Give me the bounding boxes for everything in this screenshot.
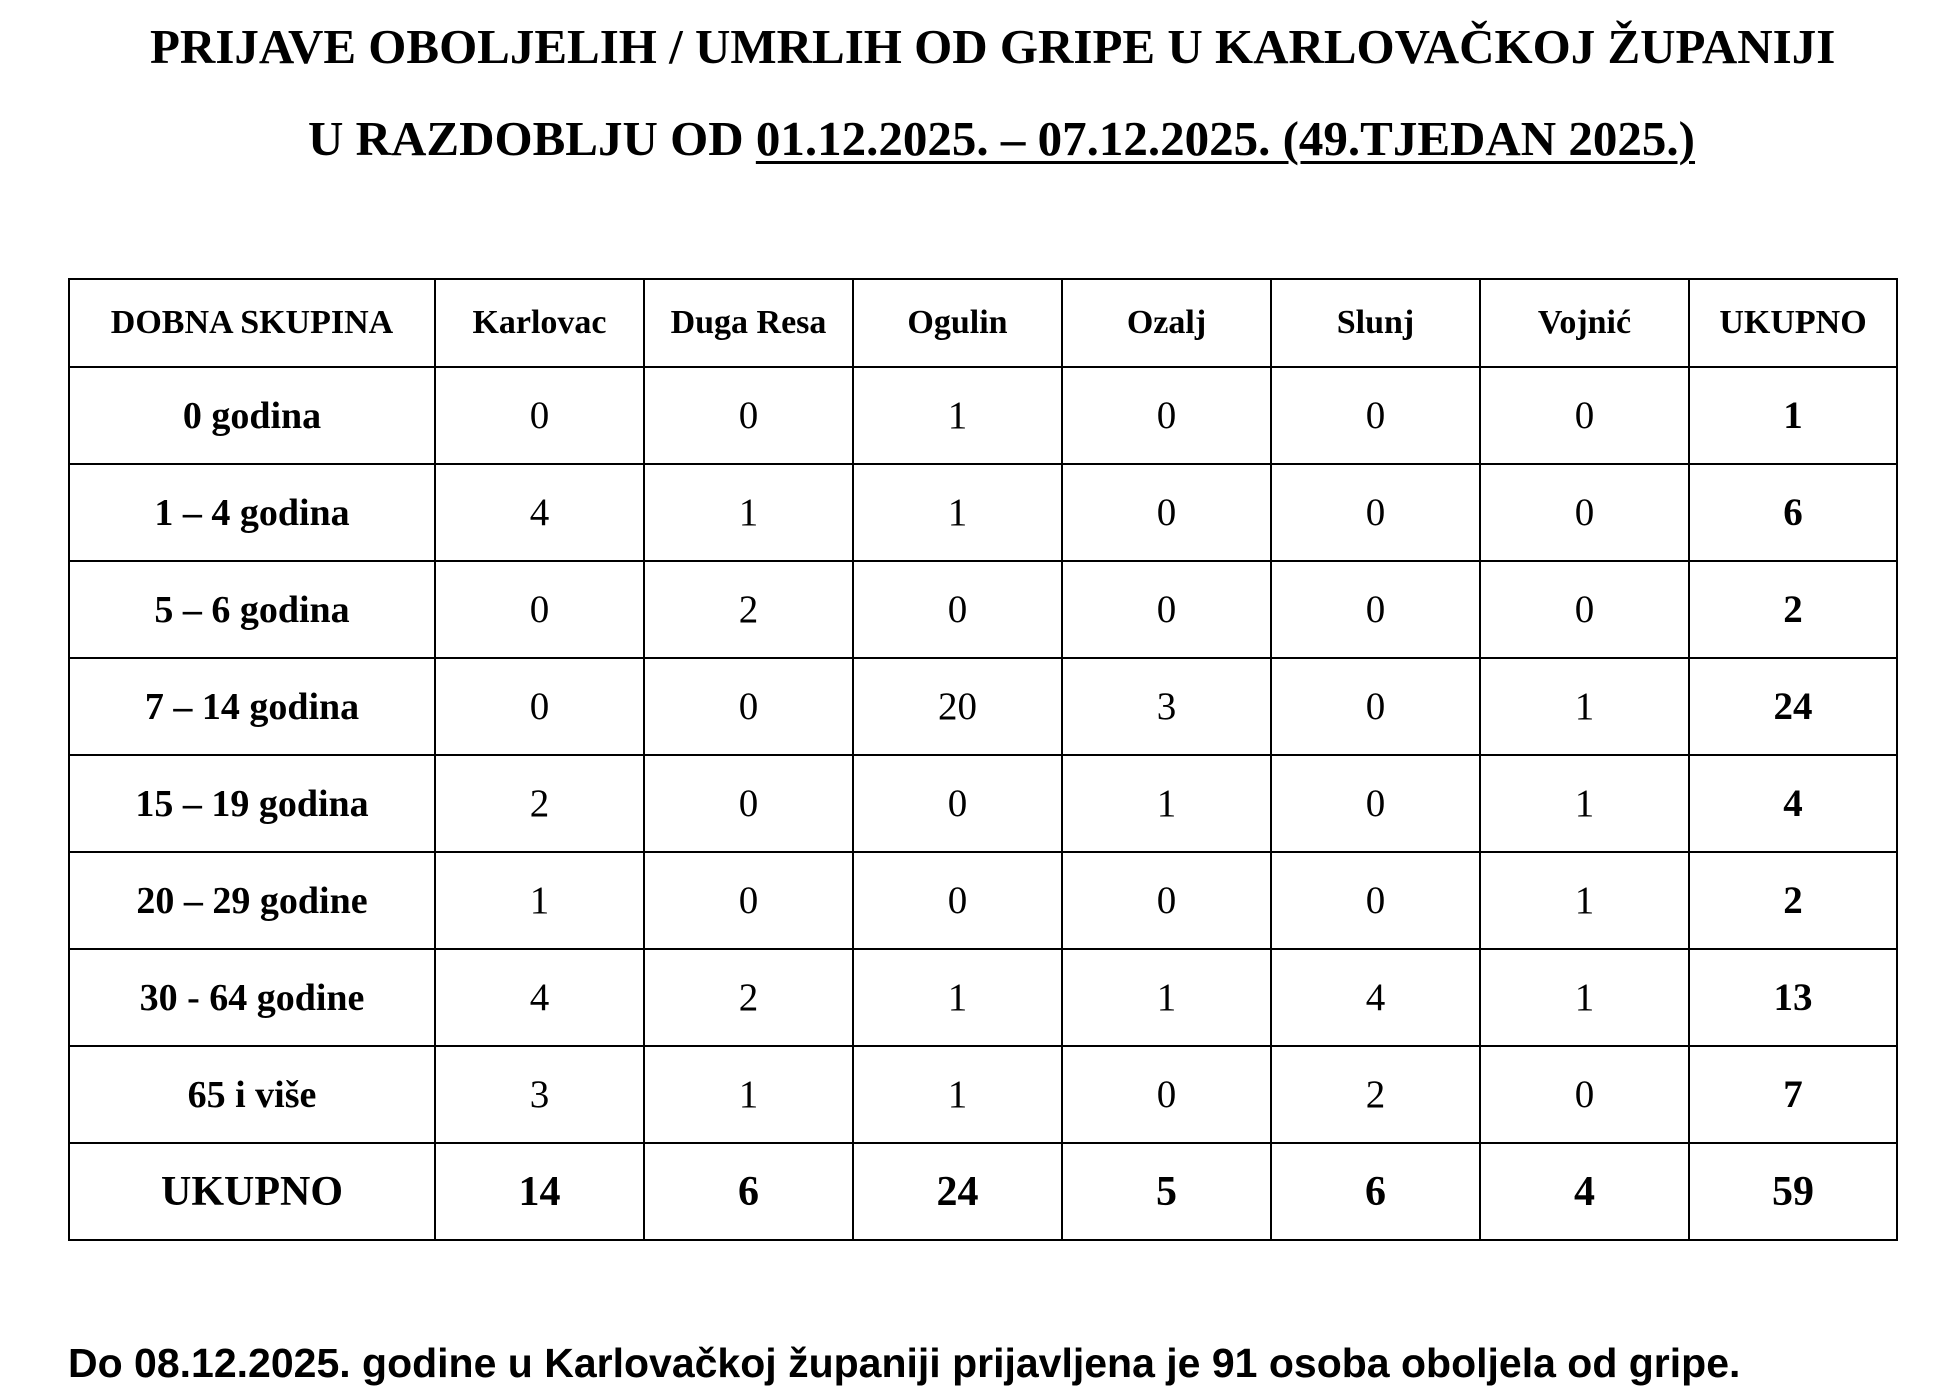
footer-note: Do 08.12.2025. godine u Karlovačkoj županiji prijavljena je 91 osoba oboljela od gripe. <box>68 1340 1741 1386</box>
column-total-cell: 6 <box>1271 1143 1480 1240</box>
header-karlovac: Karlovac <box>435 279 644 367</box>
value-cell: 0 <box>1271 561 1480 658</box>
header-vojnic: Vojnić <box>1480 279 1689 367</box>
value-cell: 0 <box>1271 658 1480 755</box>
value-cell: 1 <box>644 1046 853 1143</box>
header-duga-resa: Duga Resa <box>644 279 853 367</box>
value-cell: 0 <box>853 561 1062 658</box>
column-total-cell: 4 <box>1480 1143 1689 1240</box>
header-slunj: Slunj <box>1271 279 1480 367</box>
value-cell: 0 <box>1062 561 1271 658</box>
value-cell: 0 <box>644 658 853 755</box>
age-group-cell: 0 godina <box>69 367 435 464</box>
table-row <box>69 1046 1897 1143</box>
table-row <box>69 755 1897 852</box>
value-cell: 4 <box>435 464 644 561</box>
column-total-cell: 24 <box>853 1143 1062 1240</box>
value-cell: 0 <box>644 367 853 464</box>
row-total-cell: 7 <box>1689 1046 1897 1143</box>
row-total-cell: 13 <box>1689 949 1897 1046</box>
age-group-cell: 15 – 19 godina <box>69 755 435 852</box>
age-group-cell: 1 – 4 godina <box>69 464 435 561</box>
grand-total-cell: 59 <box>1689 1143 1897 1240</box>
column-total-cell: 5 <box>1062 1143 1271 1240</box>
period-range: 01.12.2025. – 07.12.2025. (49.TJEDAN 2025.) <box>755 111 1696 166</box>
header-total: UKUPNO <box>1689 279 1897 367</box>
value-cell: 0 <box>1271 464 1480 561</box>
value-cell: 0 <box>435 367 644 464</box>
column-total-cell: 6 <box>644 1143 853 1240</box>
value-cell: 0 <box>1271 852 1480 949</box>
period-prefix: U RAZDOBLJU OD <box>308 111 756 166</box>
table-row <box>69 852 1897 949</box>
header-age-group: DOBNA SKUPINA <box>69 279 435 367</box>
value-cell: 4 <box>1271 949 1480 1046</box>
column-total-cell: 14 <box>435 1143 644 1240</box>
grand-total-row <box>69 1143 1897 1240</box>
value-cell: 0 <box>1480 464 1689 561</box>
value-cell: 2 <box>644 949 853 1046</box>
value-cell: 0 <box>1271 755 1480 852</box>
value-cell: 0 <box>1062 852 1271 949</box>
value-cell: 1 <box>853 949 1062 1046</box>
header-ogulin: Ogulin <box>853 279 1062 367</box>
value-cell: 20 <box>853 658 1062 755</box>
value-cell: 4 <box>435 949 644 1046</box>
value-cell: 0 <box>1480 367 1689 464</box>
page-title: PRIJAVE OBOLJELIH / UMRLIH OD GRIPE U KARLOVAČKOJ ŽUPANIJI <box>150 19 1836 74</box>
value-cell: 2 <box>644 561 853 658</box>
influenza-cases-table <box>68 278 1898 1241</box>
value-cell: 3 <box>1062 658 1271 755</box>
header-ozalj: Ozalj <box>1062 279 1271 367</box>
table-row <box>69 367 1897 464</box>
value-cell: 1 <box>1480 852 1689 949</box>
row-total-cell: 6 <box>1689 464 1897 561</box>
value-cell: 2 <box>1271 1046 1480 1143</box>
value-cell: 1 <box>853 367 1062 464</box>
value-cell: 0 <box>853 852 1062 949</box>
value-cell: 0 <box>435 561 644 658</box>
age-group-cell: 7 – 14 godina <box>69 658 435 755</box>
table-header-row <box>69 279 1897 367</box>
value-cell: 0 <box>1062 464 1271 561</box>
age-group-cell: 30 - 64 godine <box>69 949 435 1046</box>
value-cell: 0 <box>1480 561 1689 658</box>
value-cell: 0 <box>1480 1046 1689 1143</box>
value-cell: 2 <box>435 755 644 852</box>
value-cell: 0 <box>1062 1046 1271 1143</box>
value-cell: 1 <box>1480 949 1689 1046</box>
value-cell: 0 <box>1271 367 1480 464</box>
value-cell: 1 <box>1480 658 1689 755</box>
row-total-cell: 1 <box>1689 367 1897 464</box>
table-row <box>69 949 1897 1046</box>
value-cell: 1 <box>1062 755 1271 852</box>
value-cell: 1 <box>1480 755 1689 852</box>
value-cell: 3 <box>435 1046 644 1143</box>
value-cell: 1 <box>853 464 1062 561</box>
value-cell: 1 <box>435 852 644 949</box>
table-row <box>69 561 1897 658</box>
row-total-cell: 2 <box>1689 852 1897 949</box>
row-total-cell: 2 <box>1689 561 1897 658</box>
value-cell: 0 <box>1062 367 1271 464</box>
value-cell: 0 <box>435 658 644 755</box>
age-group-cell: 5 – 6 godina <box>69 561 435 658</box>
value-cell: 1 <box>644 464 853 561</box>
row-total-cell: 24 <box>1689 658 1897 755</box>
total-row-label: UKUPNO <box>69 1143 435 1240</box>
table-row <box>69 464 1897 561</box>
value-cell: 0 <box>853 755 1062 852</box>
value-cell: 1 <box>853 1046 1062 1143</box>
value-cell: 0 <box>644 755 853 852</box>
value-cell: 0 <box>644 852 853 949</box>
age-group-cell: 20 – 29 godine <box>69 852 435 949</box>
age-group-cell: 65 i više <box>69 1046 435 1143</box>
period-subtitle <box>308 110 1695 167</box>
table-row <box>69 658 1897 755</box>
value-cell: 1 <box>1062 949 1271 1046</box>
row-total-cell: 4 <box>1689 755 1897 852</box>
